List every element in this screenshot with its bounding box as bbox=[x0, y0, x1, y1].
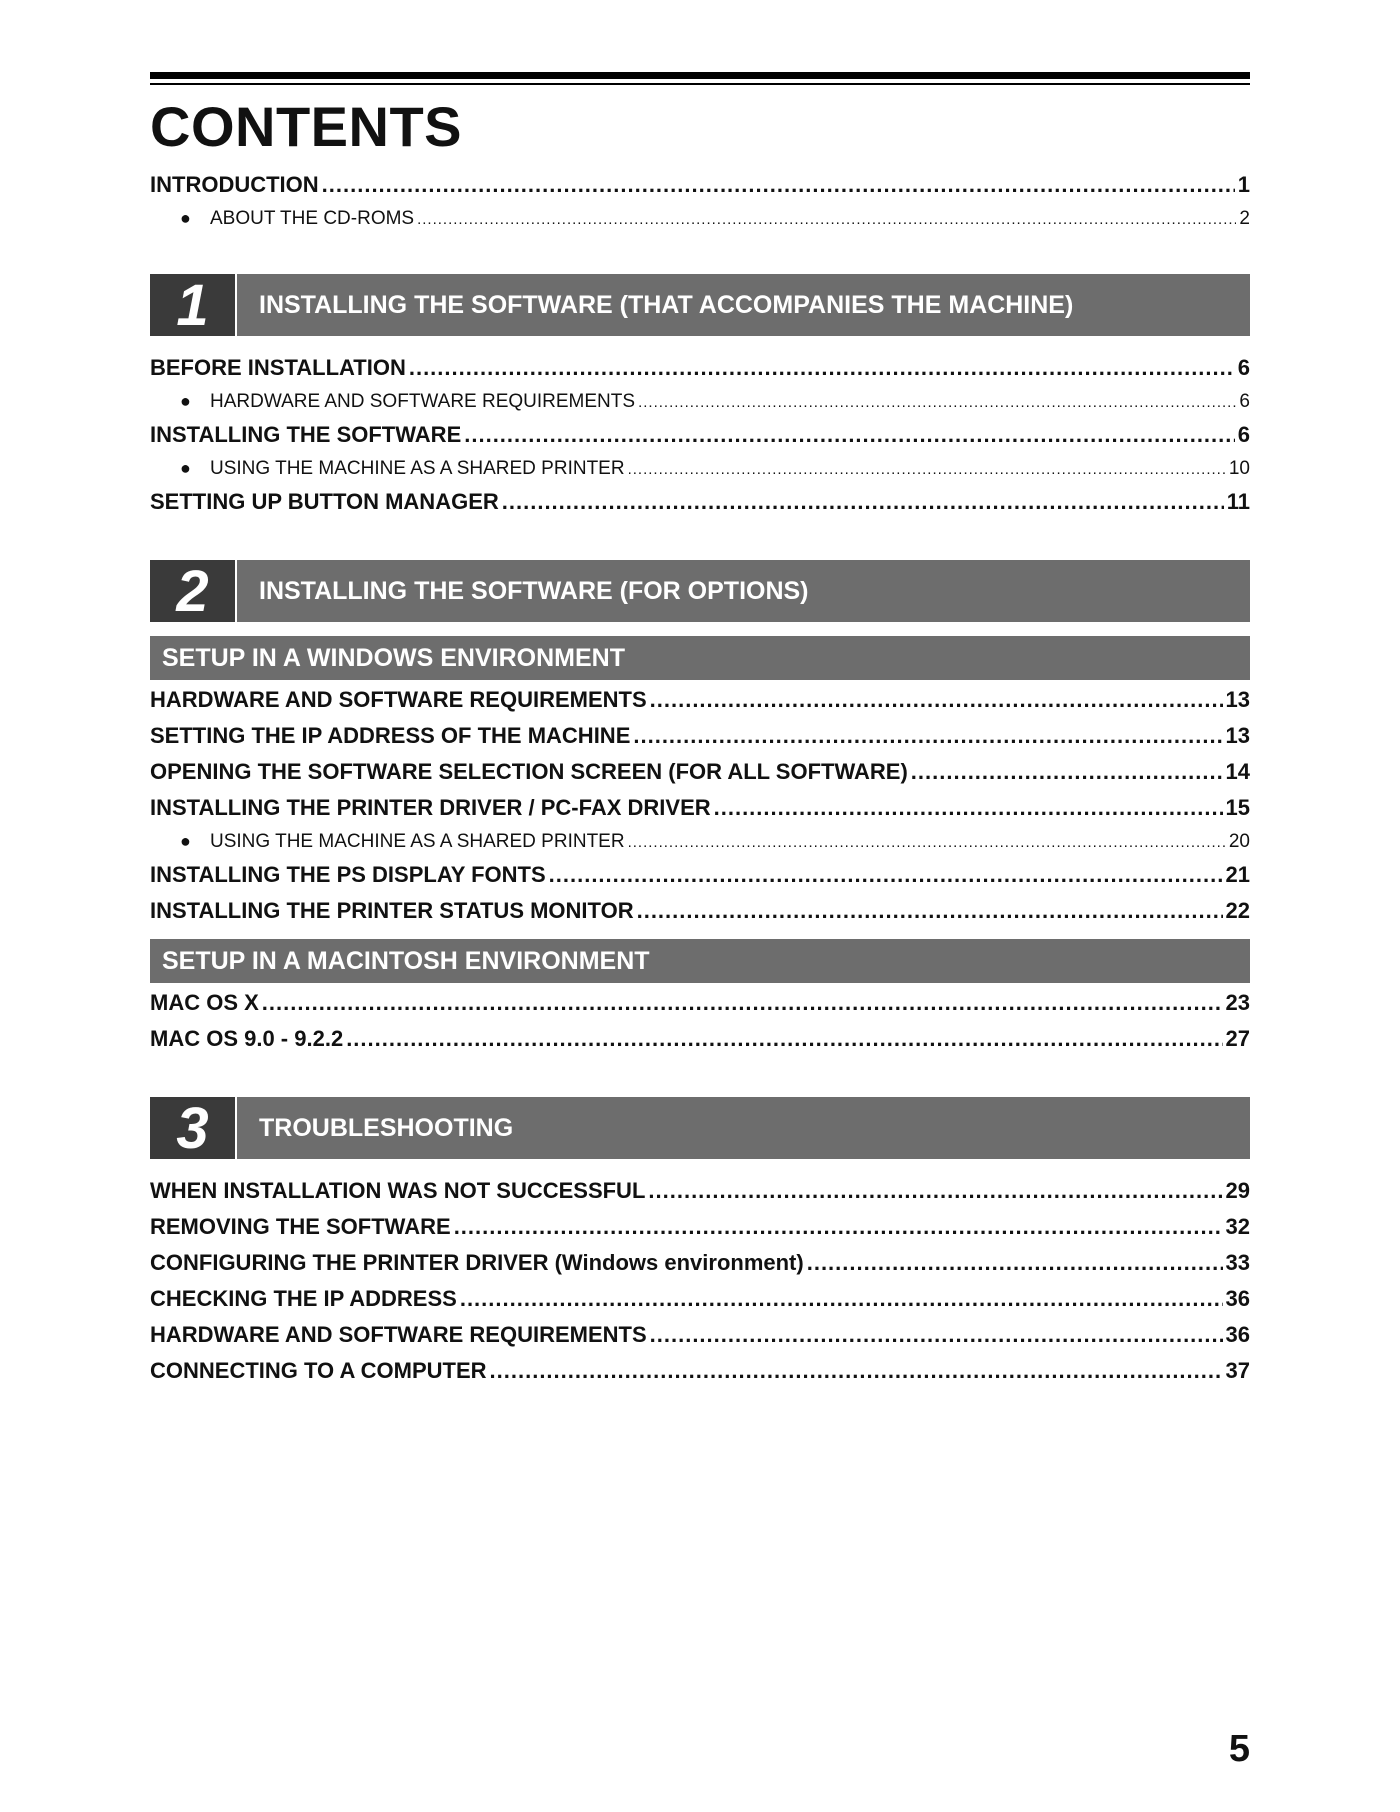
toc-page-number: 23 bbox=[1225, 990, 1250, 1015]
bullet-icon: ● bbox=[180, 458, 191, 478]
toc-page-number: 36 bbox=[1225, 1322, 1250, 1347]
toc-page-number: 6 bbox=[1239, 391, 1250, 412]
toc-entry-label: INSTALLING THE PRINTER STATUS MONITOR bbox=[150, 898, 634, 923]
toc-entry-label: USING THE MACHINE AS A SHARED PRINTER bbox=[210, 458, 625, 479]
toc-entry-installation-not-successful[interactable] bbox=[150, 1173, 1250, 1209]
toc-entry-label: MAC OS 9.0 - 9.2.2 bbox=[150, 1026, 344, 1051]
chapter-number: 3 bbox=[150, 1097, 237, 1159]
toc-page-number: 29 bbox=[1225, 1178, 1250, 1203]
header-rule-thin bbox=[150, 83, 1250, 85]
chapter-1-header bbox=[150, 274, 1250, 336]
toc-entry-software-selection-screen[interactable] bbox=[150, 754, 1250, 790]
toc-page-number: 27 bbox=[1225, 1026, 1250, 1051]
toc-entry-introduction[interactable] bbox=[150, 167, 1250, 203]
dot-leader bbox=[638, 386, 1236, 418]
toc-page-number: 6 bbox=[1237, 422, 1250, 447]
dot-leader bbox=[628, 826, 1226, 858]
toc-page-number: 36 bbox=[1225, 1286, 1250, 1311]
toc-entry-label: INSTALLING THE SOFTWARE bbox=[150, 422, 462, 447]
toc-entry-label: ABOUT THE CD-ROMS bbox=[210, 208, 415, 229]
toc-page-number: 13 bbox=[1225, 687, 1250, 712]
dot-leader bbox=[633, 718, 1222, 754]
toc-page-number: 1 bbox=[1237, 172, 1250, 197]
dot-leader bbox=[650, 682, 1223, 718]
toc-entry-label: REMOVING THE SOFTWARE bbox=[150, 1214, 451, 1239]
dot-leader bbox=[409, 350, 1235, 386]
toc-entry-label: CONFIGURING THE PRINTER DRIVER (Windows environment) bbox=[150, 1250, 804, 1275]
toc-entry-label: BEFORE INSTALLATION bbox=[150, 355, 406, 380]
page-number: 5 bbox=[1228, 1728, 1250, 1770]
chapter-title: TROUBLESHOOTING bbox=[259, 1114, 514, 1142]
toc-subentry-hardware-software-requirements[interactable] bbox=[150, 386, 1250, 417]
toc-entry-ps-display-fonts[interactable] bbox=[150, 857, 1250, 893]
toc-entry-installing-the-software[interactable] bbox=[150, 417, 1250, 453]
chapter-number: 1 bbox=[150, 274, 237, 336]
dot-leader bbox=[417, 203, 1236, 235]
toc-entry-label: INSTALLING THE PRINTER DRIVER / PC-FAX DRIVER bbox=[150, 795, 711, 820]
toc-page-number: 37 bbox=[1225, 1358, 1250, 1383]
dot-leader bbox=[464, 417, 1235, 453]
toc-subentry-about-cd-roms[interactable] bbox=[150, 203, 1250, 234]
toc-entry-hardware-software-requirements-2[interactable] bbox=[150, 1317, 1250, 1353]
toc-entry-connecting-computer[interactable] bbox=[150, 1353, 1250, 1389]
toc-entry-label: CHECKING THE IP ADDRESS bbox=[150, 1286, 457, 1311]
toc-page-number: 15 bbox=[1225, 795, 1250, 820]
header-rule-thick bbox=[150, 72, 1250, 79]
toc-page-number: 6 bbox=[1237, 355, 1250, 380]
toc-page-number: 21 bbox=[1225, 862, 1250, 887]
toc-entry-label: OPENING THE SOFTWARE SELECTION SCREEN (FOR ALL SOFTWARE) bbox=[150, 759, 908, 784]
toc-page-number: 13 bbox=[1225, 723, 1250, 748]
toc-page-number: 33 bbox=[1225, 1250, 1250, 1275]
toc-entry-mac-os-9[interactable] bbox=[150, 1021, 1250, 1057]
dot-leader bbox=[262, 985, 1223, 1021]
chapter-title: INSTALLING THE SOFTWARE (THAT ACCOMPANIES THE MACHINE) bbox=[259, 291, 1074, 319]
dot-leader bbox=[346, 1021, 1222, 1057]
dot-leader bbox=[807, 1245, 1223, 1281]
toc-entry-before-installation[interactable] bbox=[150, 350, 1250, 386]
dot-leader bbox=[628, 453, 1226, 485]
dot-leader bbox=[637, 893, 1223, 929]
chapter-3-header bbox=[150, 1097, 1250, 1159]
dot-leader bbox=[648, 1173, 1222, 1209]
section-macintosh-header: SETUP IN A MACINTOSH ENVIRONMENT bbox=[150, 939, 1250, 983]
toc-page-number: 20 bbox=[1228, 831, 1250, 852]
chapter-number: 2 bbox=[150, 560, 237, 622]
toc-entry-configuring-printer-driver[interactable] bbox=[150, 1245, 1250, 1281]
bullet-icon: ● bbox=[180, 208, 191, 228]
toc-page-number: 14 bbox=[1225, 759, 1250, 784]
toc-entry-label: HARDWARE AND SOFTWARE REQUIREMENTS bbox=[150, 1322, 647, 1347]
toc-entry-mac-os-x[interactable] bbox=[150, 985, 1250, 1021]
toc-entry-printer-driver[interactable] bbox=[150, 790, 1250, 826]
toc-entry-label: USING THE MACHINE AS A SHARED PRINTER bbox=[210, 831, 625, 852]
dot-leader bbox=[454, 1209, 1223, 1245]
toc-page-number: 10 bbox=[1228, 458, 1250, 479]
toc-entry-setting-ip-address[interactable] bbox=[150, 718, 1250, 754]
page-title: CONTENTS bbox=[150, 95, 462, 158]
toc-entry-label: HARDWARE AND SOFTWARE REQUIREMENTS bbox=[150, 687, 647, 712]
toc-entry-label: SETTING UP BUTTON MANAGER bbox=[150, 489, 499, 514]
toc-entry-label: WHEN INSTALLATION WAS NOT SUCCESSFUL bbox=[150, 1178, 646, 1203]
dot-leader bbox=[714, 790, 1223, 826]
dot-leader bbox=[502, 484, 1224, 520]
toc-entry-label: CONNECTING TO A COMPUTER bbox=[150, 1358, 487, 1383]
toc-subentry-shared-printer[interactable] bbox=[150, 826, 1250, 857]
chapter-title: INSTALLING THE SOFTWARE (FOR OPTIONS) bbox=[259, 577, 809, 605]
toc-page-number: 2 bbox=[1239, 208, 1250, 229]
toc-entry-label: INTRODUCTION bbox=[150, 172, 319, 197]
toc-entry-printer-status-monitor[interactable] bbox=[150, 893, 1250, 929]
dot-leader bbox=[460, 1281, 1223, 1317]
toc-entry-hardware-software-requirements[interactable] bbox=[150, 682, 1250, 718]
toc-entry-label: INSTALLING THE PS DISPLAY FONTS bbox=[150, 862, 546, 887]
dot-leader bbox=[911, 754, 1223, 790]
dot-leader bbox=[549, 857, 1223, 893]
toc-page-number: 32 bbox=[1225, 1214, 1250, 1239]
bullet-icon: ● bbox=[180, 391, 191, 411]
toc-entry-label: HARDWARE AND SOFTWARE REQUIREMENTS bbox=[210, 391, 636, 412]
toc-entry-label: SETTING THE IP ADDRESS OF THE MACHINE bbox=[150, 723, 631, 748]
section-windows-header: SETUP IN A WINDOWS ENVIRONMENT bbox=[150, 636, 1250, 680]
contents-page bbox=[150, 72, 1250, 1389]
toc-page-number: 11 bbox=[1226, 489, 1250, 514]
toc-subentry-shared-printer[interactable] bbox=[150, 453, 1250, 484]
toc-entry-label: MAC OS X bbox=[150, 990, 259, 1015]
dot-leader bbox=[490, 1353, 1223, 1389]
chapter-2-header bbox=[150, 560, 1250, 622]
toc-entry-checking-ip-address[interactable] bbox=[150, 1281, 1250, 1317]
dot-leader bbox=[650, 1317, 1223, 1353]
toc-entry-removing-software[interactable] bbox=[150, 1209, 1250, 1245]
bullet-icon: ● bbox=[180, 831, 191, 851]
toc-entry-button-manager[interactable] bbox=[150, 484, 1250, 520]
toc-page-number: 22 bbox=[1225, 898, 1250, 923]
dot-leader bbox=[322, 167, 1235, 203]
